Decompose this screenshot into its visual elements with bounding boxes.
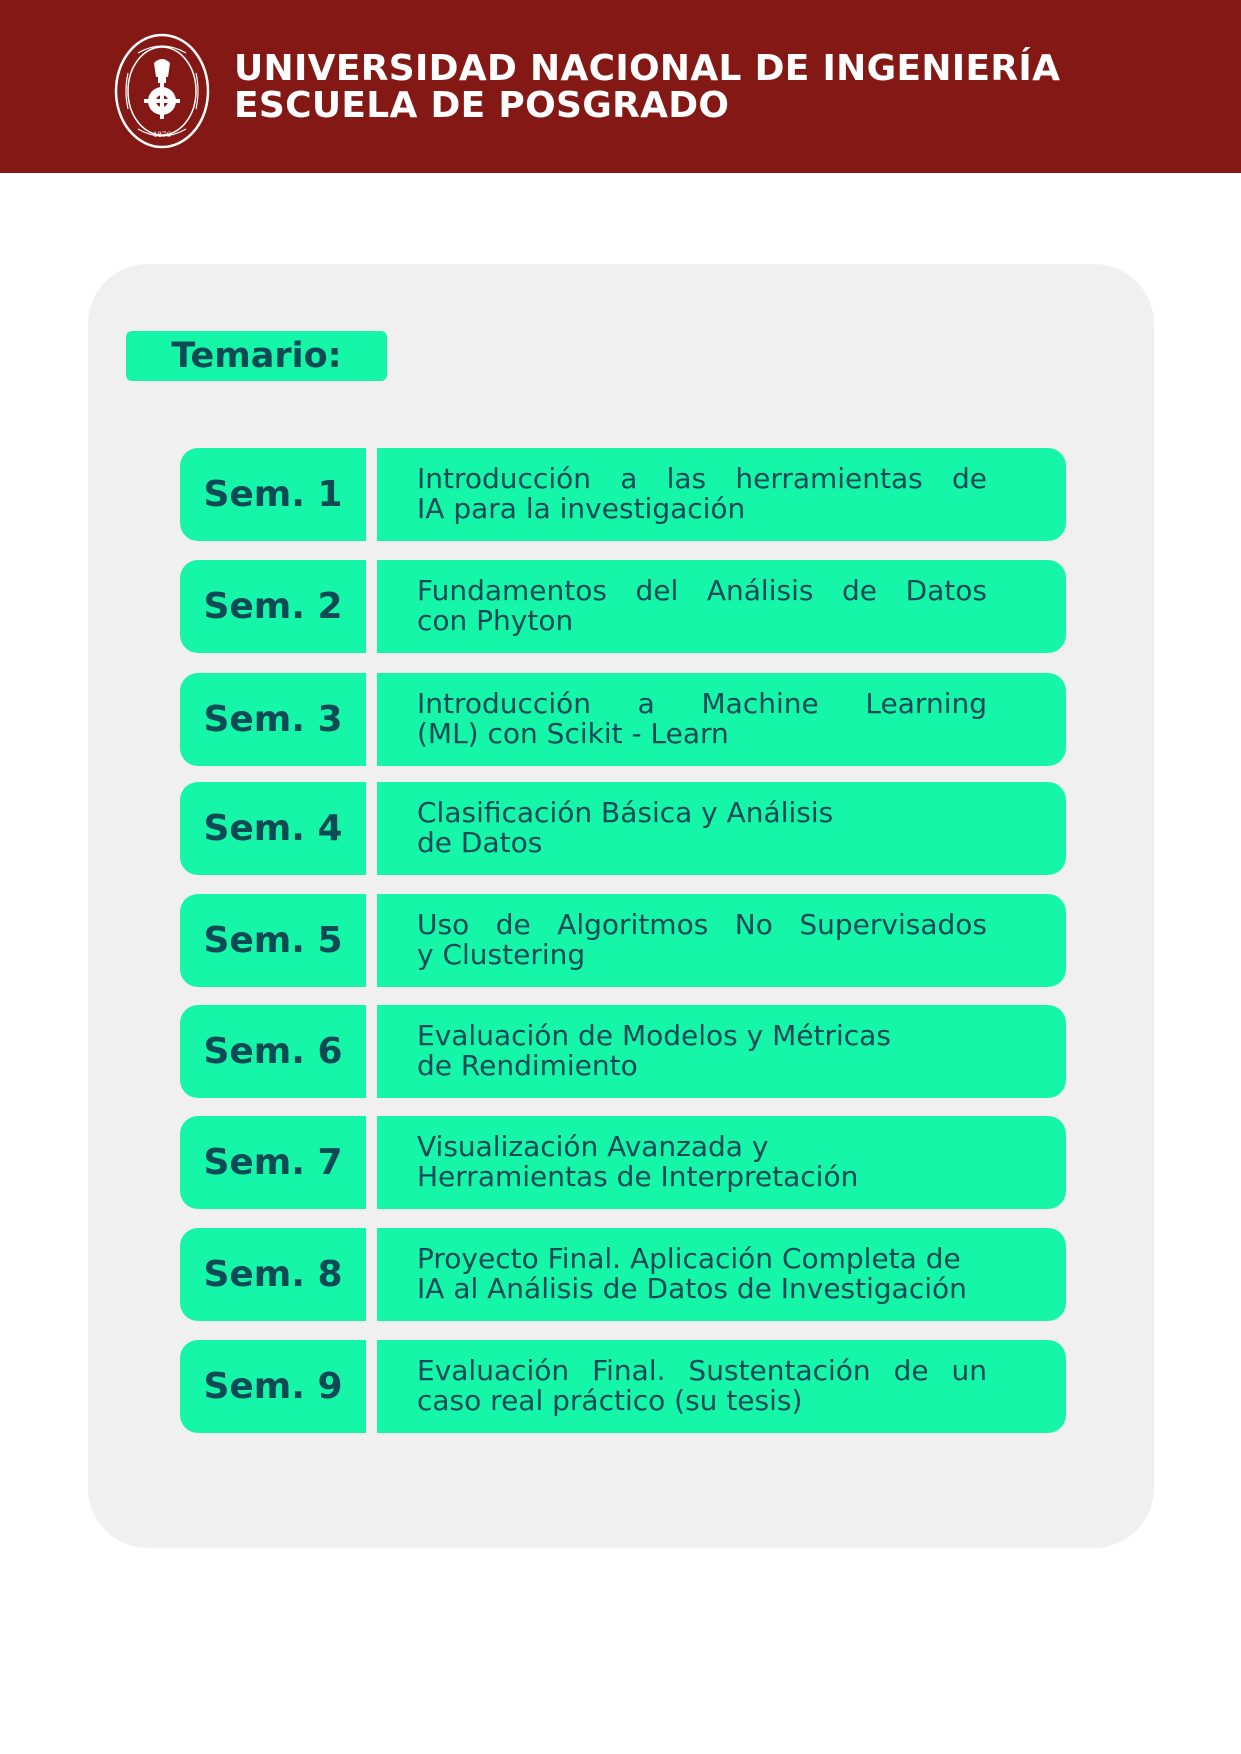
week-label: Sem. 6 (180, 1005, 366, 1098)
header-title (234, 50, 1060, 124)
week-description (377, 673, 1066, 766)
week-row (180, 448, 1066, 541)
week-label: Sem. 3 (180, 673, 366, 766)
week-label: Sem. 8 (180, 1228, 366, 1321)
university-seal-logo (114, 33, 210, 149)
week-label: Sem. 7 (180, 1116, 366, 1209)
week-description (377, 1116, 1066, 1209)
week-row (180, 1228, 1066, 1321)
week-row (180, 1340, 1066, 1433)
week-topic-line1: Proyecto Final. Aplicación Completa de (417, 1242, 961, 1275)
week-topic-line1: Introducción a las herramientas de (417, 462, 987, 495)
week-topic-line2: (ML) con Scikit - Learn (417, 717, 729, 750)
week-topic-line1: Uso de Algoritmos No Supervisados (417, 908, 987, 941)
week-row (180, 1005, 1066, 1098)
week-label: Sem. 5 (180, 894, 366, 987)
week-row (180, 673, 1066, 766)
section-label: Temario: (126, 331, 387, 381)
week-topic-line2: IA al Análisis de Datos de Investigación (417, 1272, 967, 1305)
week-row (180, 782, 1066, 875)
week-topic-line2: con Phyton (417, 604, 574, 637)
week-topic-line2: IA para la investigación (417, 492, 746, 525)
week-label: Sem. 1 (180, 448, 366, 541)
week-description (377, 1228, 1066, 1321)
week-row (180, 560, 1066, 653)
week-description (377, 1005, 1066, 1098)
week-topic-line1: Introducción a Machine Learning (417, 687, 987, 720)
school-name: ESCUELA DE POSGRADO (234, 85, 730, 126)
week-topic-line2: de Rendimiento (417, 1049, 638, 1082)
week-topic-line1: Evaluación Final. Sustentación de un (417, 1354, 987, 1387)
week-topic-line2: Herramientas de Interpretación (417, 1160, 859, 1193)
week-label: Sem. 9 (180, 1340, 366, 1433)
week-topic-line1: Fundamentos del Análisis de Datos (417, 574, 987, 607)
week-description (377, 782, 1066, 875)
svg-text:1876: 1876 (153, 131, 171, 139)
header-banner (0, 0, 1241, 173)
week-label: Sem. 4 (180, 782, 366, 875)
week-description (377, 894, 1066, 987)
week-topic-line2: de Datos (417, 826, 543, 859)
week-description (377, 1340, 1066, 1433)
week-label: Sem. 2 (180, 560, 366, 653)
week-topic-line1: Evaluación de Modelos y Métricas (417, 1019, 891, 1052)
week-row (180, 894, 1066, 987)
week-topic-line1: Clasificación Básica y Análisis (417, 796, 834, 829)
university-name: UNIVERSIDAD NACIONAL DE INGENIERÍA (234, 48, 1061, 89)
week-description (377, 448, 1066, 541)
week-topic-line2: caso real práctico (su tesis) (417, 1384, 803, 1417)
week-description (377, 560, 1066, 653)
week-topic-line2: y Clustering (417, 938, 586, 971)
week-row (180, 1116, 1066, 1209)
week-topic-line1: Visualización Avanzada y (417, 1130, 769, 1163)
